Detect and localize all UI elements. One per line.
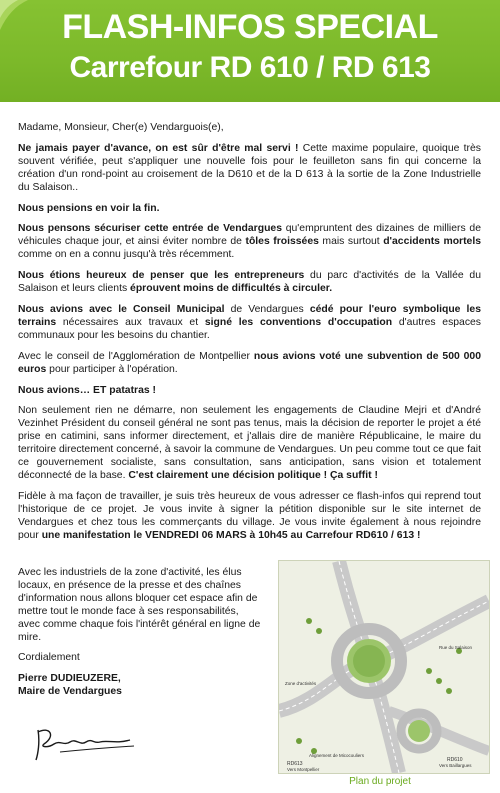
- page-subtitle: Carrefour RD 610 / RD 613: [69, 51, 431, 84]
- salutation: Madame, Monsieur, Cher(e) Vendarguois(e),: [18, 122, 224, 133]
- page-title: FLASH-INFOS SPECIAL: [62, 8, 438, 46]
- paragraph-8: Non seulement rien ne démarre, non seulement les engagements de Claudine Mejri et d'André Vezinhet Président du conseil général ne sont pas tenus, mais la décision de reporter le projet a été prise en catimini, sans informer directement, et j'allais dire de manière Républicaine, le maire du territoire directement concerné, à savoir la commune de Vendargues. Un peu comme tout ce que fait ce gouvernement socialiste, sans consultation, sans anticipation, sans vision et totalement déconnecté de la base. C'est clairement une décision politique ! Ça suffit !: [18, 405, 481, 481]
- closing-text: Cordialement: [18, 652, 80, 664]
- paragraph-6: Avec le conseil de l'Agglomération de Montpellier nous avions voté une subvention de 500 000 euros pour participer à l'opération.: [18, 350, 481, 375]
- label-rue-salaison: Rue du Salaison: [439, 645, 473, 650]
- paragraph-5: Nous avions avec le Conseil Municipal de Vendargues cédé pour l'euro symbolique les terrains nécessaires aux travaux et signé les conventions d'occupation d'autres espaces communaux pour les besoins du chantier.: [18, 303, 481, 341]
- label-vers-baillargues: Vers Baillargues: [439, 763, 472, 768]
- paragraph-7: Nous avions… ET patatras !: [18, 384, 156, 396]
- signer-title: Maire de Vendargues: [18, 686, 122, 698]
- label-zone: Zone d'activités: [285, 681, 317, 686]
- paragraph-2: Nous pensions en voir la fin.: [18, 202, 160, 214]
- plan-diagram: [279, 561, 489, 773]
- paragraph-10: Avec les industriels de la zone d'activité, les élus locaux, en présence de la presse et des chaînes d'information nous allons bloquer cet espace afin de mettre tout le monde face à ses responsabilités, avec comme chaque fois l'intérêt général en ligne de mire.: [18, 567, 261, 643]
- signer-block: [18, 673, 263, 699]
- header-banner: [0, 0, 500, 102]
- plan-caption: Plan du projet: [349, 776, 411, 787]
- letter-closing: [18, 567, 263, 699]
- label-vers-montpellier: Vers Montpellier: [287, 767, 320, 772]
- label-alignement: Alignement de Micocouliers: [309, 753, 365, 758]
- paragraph-9: Fidèle à ma façon de travailler, je suis très heureux de vous adresser ce flash-infos qui reprend tout l'historique de ce projet. Je vous invite à signer la pétition disponible sur le site internet de Vendargues et chez tous les commerçants du village. Je vous invite également à nous rejoindre pour une manifestation le VENDREDI 06 MARS à 10h45 au Carrefour RD610 / 613 !: [18, 490, 481, 541]
- project-plan-map: [278, 560, 490, 774]
- paragraph-3: Nous pensons sécuriser cette entrée de Vendargues qu'empruntent des dizaines de milliers de véhicules chaque jour, et ainsi éviter nombre de tôles froissées mais surtout d'accidents mortels comme on en a connu jusqu'à très récemment.: [18, 223, 481, 261]
- paragraph-4: Nous étions heureux de penser que les entrepreneurs du parc d'activités de la Vallée du Salaison et leurs clients éprouvent moins de difficultés à circuler.: [18, 270, 481, 295]
- label-rd613: RD613: [287, 761, 303, 767]
- signature-icon: [30, 722, 140, 762]
- letter-body: [18, 122, 481, 550]
- paragraph-1: Ne jamais payer d'avance, on est sûr d'être mal servi ! Cette maxime populaire, quoique très souvent vérifiée, peut s'appliquer une nouvelle fois pour le feuilleton sans fin qui concerne la création d'un rond-point au croisement de la D610 et de la D 613 à la sortie de la Zone Industrielle du Salaison..: [18, 142, 481, 193]
- label-rd610: RD610: [447, 757, 463, 763]
- signer-name: Pierre DUDIEUZERE,: [18, 673, 121, 685]
